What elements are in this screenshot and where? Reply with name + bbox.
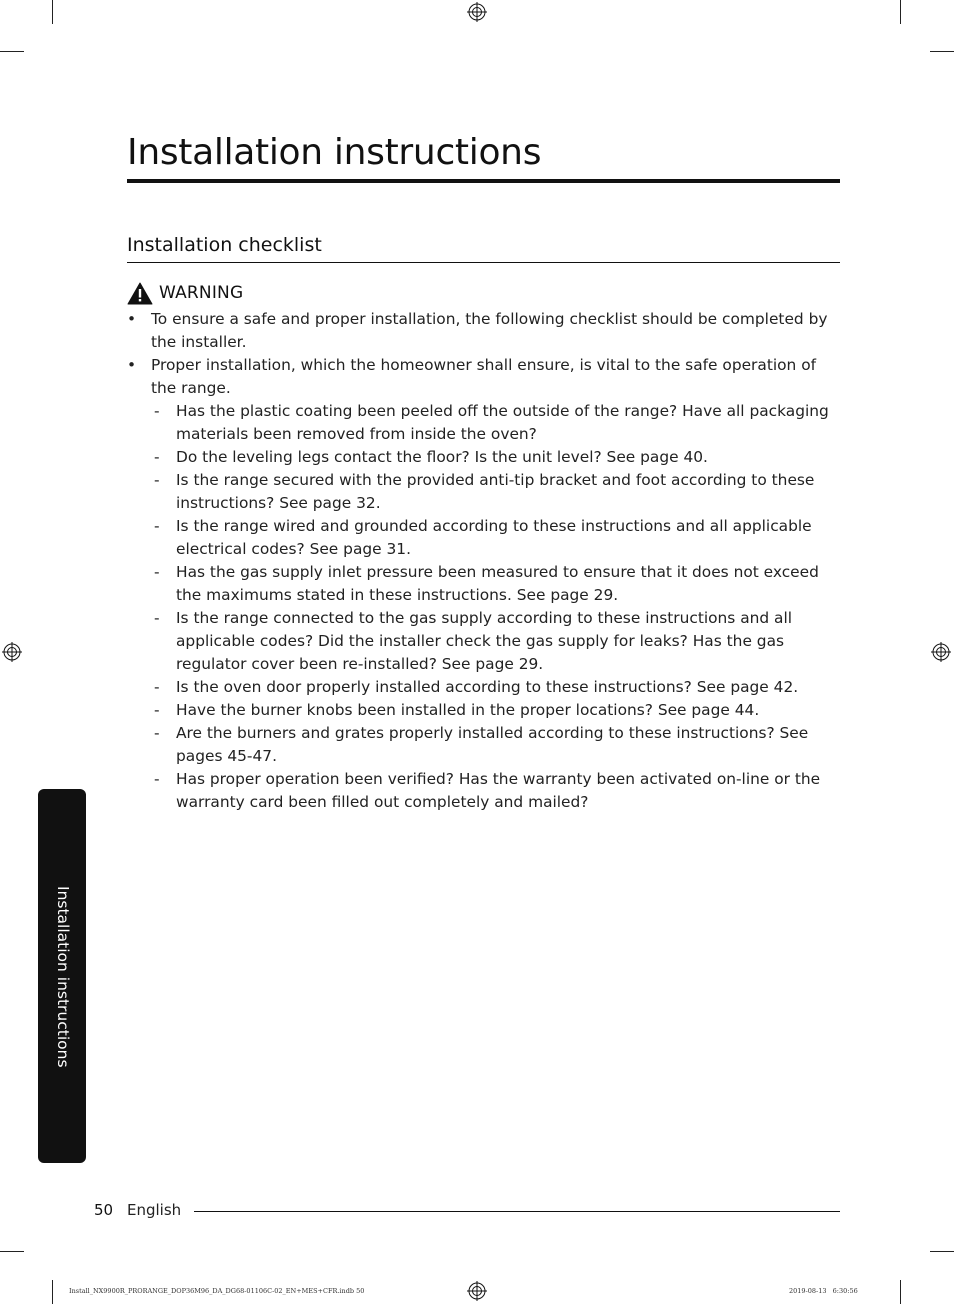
checklist-item-text: Has the plastic coating been peeled off the outside of the range? Have all packaging materials been removed from inside the oven? bbox=[176, 402, 829, 443]
crop-mark bbox=[900, 1280, 901, 1304]
checklist-item bbox=[127, 446, 843, 469]
checklist-item bbox=[127, 768, 843, 814]
crop-mark bbox=[0, 1251, 24, 1252]
checklist-item bbox=[127, 469, 843, 515]
dash-mark: - bbox=[154, 402, 160, 420]
checklist-item bbox=[127, 722, 843, 768]
checklist-item bbox=[127, 400, 843, 446]
registration-mark-icon bbox=[467, 1281, 487, 1301]
page-title: Installation instructions bbox=[127, 132, 542, 173]
print-file-info: Install_NX9900R_PRORANGE_DOP36M96_DA_DG68-01106C-02_EN+MES+CFR.indb 50 bbox=[69, 1287, 365, 1295]
registration-mark-icon bbox=[931, 642, 951, 662]
checklist-item-text: Have the burner knobs been installed in the proper locations? See page 44. bbox=[176, 701, 760, 719]
page-number: 50 bbox=[94, 1201, 114, 1219]
crop-mark bbox=[52, 0, 53, 24]
registration-mark-icon bbox=[2, 642, 22, 662]
crop-mark bbox=[52, 1280, 53, 1304]
list-item-text: To ensure a safe and proper installation, the following checklist should be completed by the installer. bbox=[151, 310, 828, 351]
dash-mark: - bbox=[154, 448, 160, 466]
dash-mark: - bbox=[154, 678, 160, 696]
checklist-item-text: Is the range secured with the provided anti-tip bracket and foot according to these instructions? See page 32. bbox=[176, 471, 815, 512]
checklist-item-text: Has the gas supply inlet pressure been measured to ensure that it does not exceed the maximums stated in these instructions. See page 29. bbox=[176, 563, 819, 604]
page-language: English bbox=[127, 1201, 182, 1219]
dash-mark: - bbox=[154, 517, 160, 535]
checklist-content bbox=[127, 308, 843, 814]
footer-divider bbox=[194, 1211, 840, 1212]
checklist-item-text: Are the burners and grates properly installed according to these instructions? See pages 45-47. bbox=[176, 724, 809, 765]
print-date-info: 2019-08-13 6:30:56 bbox=[789, 1287, 858, 1295]
dash-mark: - bbox=[154, 770, 160, 788]
section-divider bbox=[127, 262, 840, 263]
checklist-item-text: Is the range wired and grounded according to these instructions and all applicable electrical codes? See page 31. bbox=[176, 517, 812, 558]
chapter-side-tab-label: Installation instructions bbox=[54, 886, 72, 1068]
dash-mark: - bbox=[154, 724, 160, 742]
bullet-mark: • bbox=[127, 356, 137, 374]
section-title: Installation checklist bbox=[127, 234, 322, 256]
checklist-item-text: Do the leveling legs contact the floor? Is the unit level? See page 40. bbox=[176, 448, 708, 466]
title-divider bbox=[127, 179, 840, 183]
checklist-item-text: Has proper operation been verified? Has the warranty been activated on-line or the warranty card been filled out completely and mailed? bbox=[176, 770, 821, 811]
dash-mark: - bbox=[154, 563, 160, 581]
checklist-item bbox=[127, 561, 843, 607]
checklist-item-text: Is the oven door properly installed according to these instructions? See page 42. bbox=[176, 678, 799, 696]
warning-heading bbox=[127, 281, 243, 305]
registration-mark-icon bbox=[467, 2, 487, 22]
crop-mark bbox=[930, 51, 954, 52]
checklist-item bbox=[127, 515, 843, 561]
checklist-item bbox=[127, 699, 843, 722]
crop-mark bbox=[900, 0, 901, 24]
warning-triangle-icon bbox=[127, 282, 153, 305]
list-item bbox=[127, 354, 843, 400]
checklist-item-text: Is the range connected to the gas supply according to these instructions and all applicable codes? Did the installer check the gas supply for leaks? Has the gas regulator cover been re-installed? See page 29. bbox=[176, 609, 793, 673]
bullet-mark: • bbox=[127, 310, 137, 328]
dash-mark: - bbox=[154, 701, 160, 719]
crop-mark bbox=[930, 1251, 954, 1252]
list-item bbox=[127, 308, 843, 354]
checklist-item bbox=[127, 607, 843, 676]
dash-mark: - bbox=[154, 609, 160, 627]
list-item-text: Proper installation, which the homeowner shall ensure, is vital to the safe operation of the range. bbox=[151, 356, 817, 397]
dash-mark: - bbox=[154, 471, 160, 489]
crop-mark bbox=[0, 51, 24, 52]
checklist-item bbox=[127, 676, 843, 699]
warning-label: WARNING bbox=[159, 283, 244, 303]
